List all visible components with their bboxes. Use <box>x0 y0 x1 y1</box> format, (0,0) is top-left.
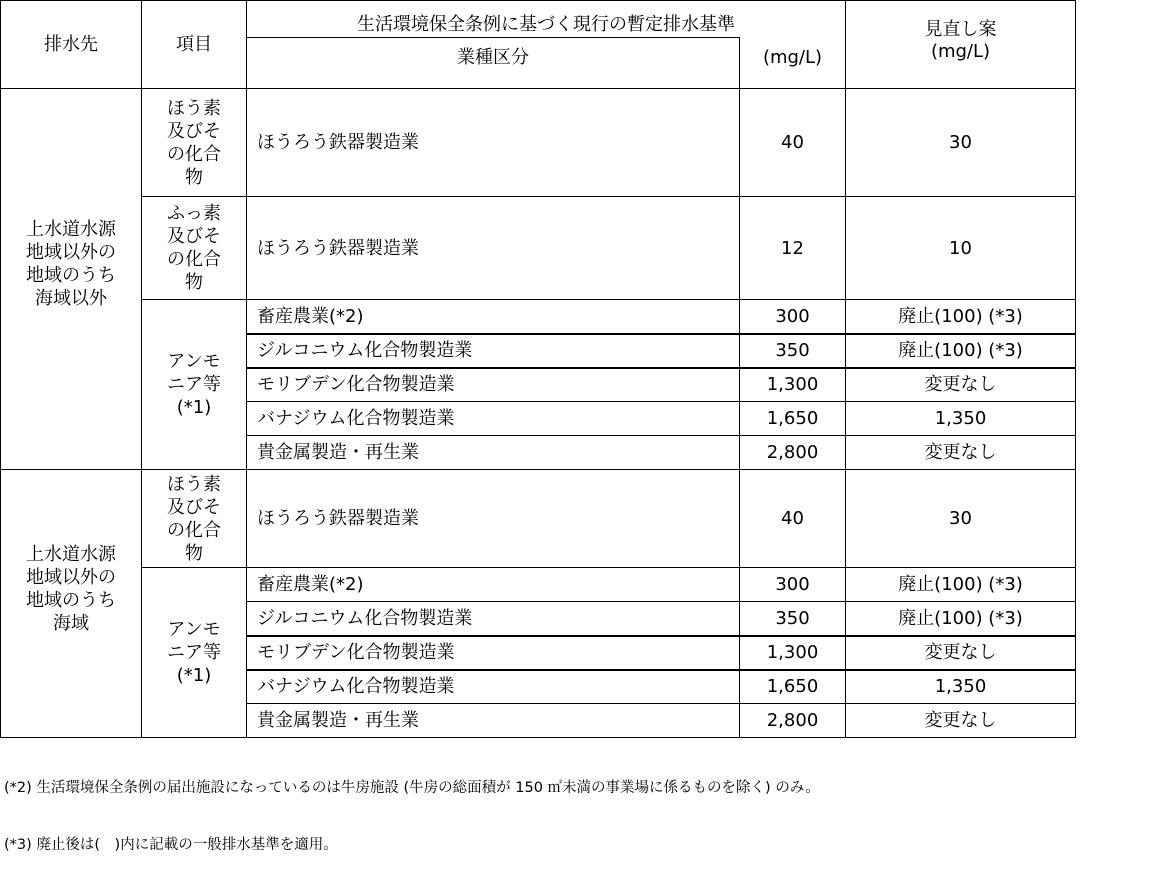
proposal-value-cell: 1,350 <box>846 670 1076 704</box>
footnote-3: (*3) 廃止後は( )内に記載の一般排水基準を適用。 <box>4 837 338 853</box>
proposal-value-cell: 30 <box>846 89 1076 197</box>
footnotes <box>4 741 820 874</box>
substance-cell: ふっ素 及びそ の化合 物 <box>142 197 247 300</box>
industry-cell: 貴金属製造・再生業 <box>247 436 740 470</box>
table-body <box>1 89 1076 738</box>
table-row <box>1 197 1076 300</box>
industry-cell: モリブデン化合物製造業 <box>247 636 740 670</box>
industry-cell: ほうろう鉄器製造業 <box>247 89 740 197</box>
header-item: 項目 <box>142 1 247 89</box>
proposal-value-cell: 30 <box>846 470 1076 568</box>
proposal-value-cell: 変更なし <box>846 436 1076 470</box>
footnote-2: (*2) 生活環境保全条例の届出施設になっているのは牛房施設 (牛房の総面積が 150 ㎡未満の事業場に係るものを除く) のみ。 <box>4 780 820 796</box>
proposal-value-cell: 変更なし <box>846 636 1076 670</box>
industry-cell: ほうろう鉄器製造業 <box>247 470 740 568</box>
industry-cell: ジルコニウム化合物製造業 <box>247 602 740 636</box>
industry-cell: バナジウム化合物製造業 <box>247 402 740 436</box>
proposal-value-cell: 1,350 <box>846 402 1076 436</box>
industry-cell: 貴金属製造・再生業 <box>247 704 740 738</box>
current-value-cell: 1,650 <box>740 670 846 704</box>
table-row <box>1 300 1076 334</box>
industry-cell: ジルコニウム化合物製造業 <box>247 334 740 368</box>
current-value-cell: 2,800 <box>740 436 846 470</box>
proposal-value-cell: 変更なし <box>846 368 1076 402</box>
industry-cell: モリブデン化合物製造業 <box>247 368 740 402</box>
current-value-cell: 350 <box>740 334 846 368</box>
current-value-cell: 1,300 <box>740 368 846 402</box>
current-value-cell: 40 <box>740 470 846 568</box>
current-value-cell: 2,800 <box>740 704 846 738</box>
substance-cell: ほう素 及びそ の化合 物 <box>142 89 247 197</box>
header-industry-category: 業種区分 <box>247 38 740 89</box>
discharge-dest-cell: 上水道水源 地域以外の 地域のうち 海域 <box>1 470 142 738</box>
current-value-cell: 350 <box>740 602 846 636</box>
substance-cell: ほう素 及びそ の化合 物 <box>142 470 247 568</box>
proposal-value-cell: 廃止(100) (*3) <box>846 568 1076 602</box>
current-value-cell: 1,650 <box>740 402 846 436</box>
industry-cell: 畜産農業(*2) <box>247 300 740 334</box>
substance-cell: アンモ ニア等 (*1) <box>142 568 247 738</box>
header-unit: (mg/L) <box>740 38 846 89</box>
current-value-cell: 1,300 <box>740 636 846 670</box>
current-value-cell: 300 <box>740 568 846 602</box>
industry-cell: ほうろう鉄器製造業 <box>247 197 740 300</box>
substance-cell: アンモ ニア等 (*1) <box>142 300 247 470</box>
discharge-dest-cell: 上水道水源 地域以外の 地域のうち 海域以外 <box>1 89 142 470</box>
current-value-cell: 300 <box>740 300 846 334</box>
proposal-value-cell: 10 <box>846 197 1076 300</box>
proposal-value-cell: 廃止(100) (*3) <box>846 602 1076 636</box>
industry-cell: 畜産農業(*2) <box>247 568 740 602</box>
current-value-cell: 40 <box>740 89 846 197</box>
table-row <box>1 470 1076 568</box>
header-revision: 見直し案 (mg/L) <box>846 1 1076 89</box>
proposal-value-cell: 変更なし <box>846 704 1076 738</box>
proposal-value-cell: 廃止(100) (*3) <box>846 300 1076 334</box>
table-row <box>1 89 1076 197</box>
header-current-standard: 生活環境保全条例に基づく現行の暫定排水基準 <box>247 1 846 38</box>
header-discharge-dest: 排水先 <box>1 1 142 89</box>
proposal-value-cell: 廃止(100) (*3) <box>846 334 1076 368</box>
current-value-cell: 12 <box>740 197 846 300</box>
industry-cell: バナジウム化合物製造業 <box>247 670 740 704</box>
table-row <box>1 568 1076 602</box>
